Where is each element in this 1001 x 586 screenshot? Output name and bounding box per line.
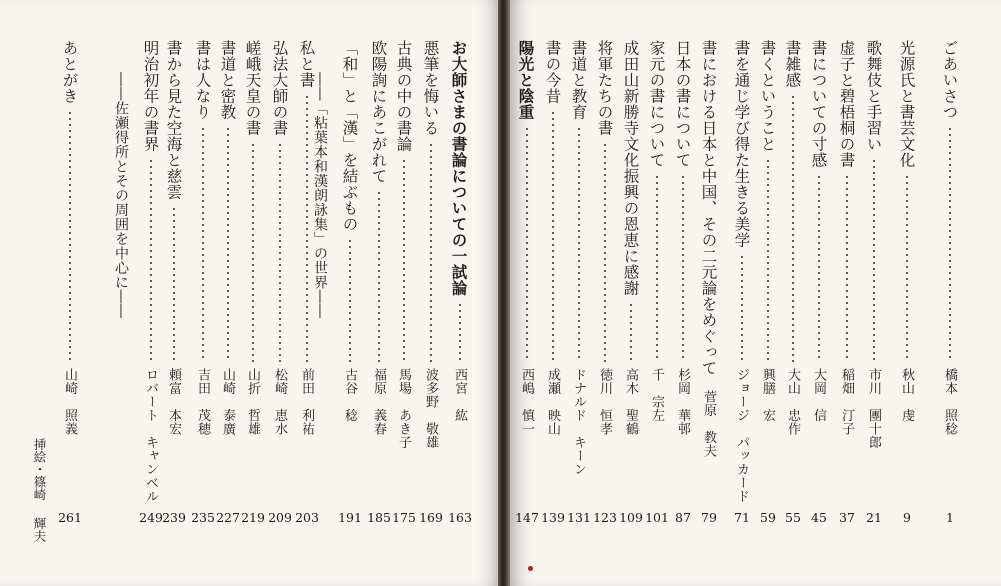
leader-dots xyxy=(306,94,308,362)
toc-entry xyxy=(270,0,290,586)
entry-title: 書道と教育 xyxy=(569,40,588,120)
toc-entry xyxy=(647,0,667,586)
entry-author: 吉田 茂穂 xyxy=(195,368,210,436)
toc-entry xyxy=(340,0,360,586)
leader-dots xyxy=(227,126,229,362)
leader-dots xyxy=(403,158,405,362)
entry-title: 書雑感 xyxy=(783,40,802,88)
entry-page-number: 131 xyxy=(567,510,591,525)
entry-page-number: 261 xyxy=(58,510,82,525)
leader-dots xyxy=(656,174,658,362)
illustration-credit xyxy=(30,438,48,501)
entry-page-number: 109 xyxy=(619,510,643,525)
toc-entry xyxy=(732,0,752,586)
entry-title: 日本の書について xyxy=(673,40,692,168)
entry-subtitle: ――「粘葉本和漢朗詠集」の世界―― xyxy=(312,72,328,319)
credit-label: 挿絵・篠崎 xyxy=(32,438,47,501)
entry-author: 市川 團十郎 xyxy=(866,368,881,449)
entry-author: 橋本 照稔 xyxy=(942,368,957,436)
leader-dots xyxy=(69,110,71,362)
leader-dots xyxy=(430,142,432,362)
leader-dots xyxy=(949,126,951,362)
entry-title: 家元の書について xyxy=(647,40,666,168)
leader-dots xyxy=(792,94,794,362)
entry-author: ドナルド キーン xyxy=(571,368,586,476)
toc-entry xyxy=(297,0,317,586)
toc-entry xyxy=(141,0,161,586)
entry-title: 弘法大師の書 xyxy=(270,40,289,136)
toc-entry xyxy=(897,0,917,586)
entry-author: 前田 利祐 xyxy=(299,368,314,436)
entry-title: 歌舞伎と手習い xyxy=(864,40,883,152)
entry-author: 福原 義春 xyxy=(371,368,386,436)
toc-entry xyxy=(595,0,615,586)
entry-page-number: 209 xyxy=(268,510,292,525)
toc-entry xyxy=(809,0,829,586)
entry-title: 欧陽詢にあこがれて xyxy=(369,40,388,184)
toc-entry xyxy=(60,0,80,586)
toc-entry xyxy=(783,0,803,586)
entry-author: 高木 聖鶴 xyxy=(623,368,638,436)
entry-author: 西宮 紘 xyxy=(452,368,467,422)
entry-page-number: 55 xyxy=(785,510,801,525)
entry-page-number: 219 xyxy=(241,510,265,525)
entry-author: 馬場 あき子 xyxy=(396,368,411,449)
toc-entry xyxy=(369,0,389,586)
entry-author: 古谷 稔 xyxy=(342,368,357,422)
entry-title: 書についての寸感 xyxy=(809,40,828,168)
entry-page-number: 37 xyxy=(839,510,855,525)
entry-page-number: 239 xyxy=(162,510,186,525)
leader-dots xyxy=(708,382,710,384)
leader-dots xyxy=(173,206,175,362)
entry-page-number: 123 xyxy=(593,510,617,525)
entry-title: 明治初年の書界 xyxy=(141,40,160,152)
entry-page-number: 169 xyxy=(419,510,443,525)
toc-entry xyxy=(699,0,719,586)
entry-page-number: 1 xyxy=(946,510,954,525)
entry-author: 大山 忠作 xyxy=(785,368,800,436)
toc-entry xyxy=(569,0,589,586)
leader-dots xyxy=(873,158,875,362)
entry-title: 虚子と碧梧桐の書 xyxy=(837,40,856,168)
entry-title: 「和」と「漢」を結ぶもの xyxy=(340,40,359,232)
entry-title: 悪筆を悔いる xyxy=(421,40,440,136)
leader-dots xyxy=(578,126,580,362)
entry-page-number: 59 xyxy=(760,510,776,525)
entry-page-number: 249 xyxy=(139,510,163,525)
leader-dots xyxy=(526,126,528,362)
toc-entry xyxy=(164,0,184,586)
leader-dots xyxy=(682,174,684,362)
toc-entry xyxy=(837,0,857,586)
toc-entry xyxy=(450,0,470,586)
toc-entry xyxy=(621,0,641,586)
entry-title: 書道と密教 xyxy=(218,40,237,120)
entry-author: 秋山 虔 xyxy=(899,368,914,422)
toc-entry xyxy=(517,0,537,586)
entry-author: 山折 哲雄 xyxy=(245,368,260,436)
entry-page-number: 227 xyxy=(216,510,240,525)
entry-title: 書の今昔 xyxy=(543,40,562,104)
leader-dots xyxy=(552,110,554,362)
toc-entry xyxy=(243,0,263,586)
entry-title: 光源氏と書芸文化 xyxy=(897,40,916,168)
leader-dots xyxy=(202,126,204,362)
entry-page-number: 147 xyxy=(515,510,539,525)
entry-author: 興膳 宏 xyxy=(760,368,775,422)
toc-entry xyxy=(421,0,441,586)
credit-name: 輝夫 xyxy=(32,517,47,542)
leader-dots xyxy=(630,302,632,362)
leader-dots xyxy=(767,158,769,362)
entry-author: 徳川 恒孝 xyxy=(597,368,612,436)
entry-page-number: 71 xyxy=(734,510,750,525)
leader-dots xyxy=(378,190,380,362)
entry-title: 成田山新勝寺文化振興の恩恵に感謝 xyxy=(621,40,640,296)
entry-page-number: 191 xyxy=(338,510,362,525)
entry-title: 陽光と陰重 xyxy=(516,40,536,120)
entry-page-number: 203 xyxy=(295,510,319,525)
entry-author: 山崎 泰廣 xyxy=(220,368,235,436)
leader-dots xyxy=(846,174,848,362)
entry-page-number: 21 xyxy=(866,510,882,525)
entry-page-number: 175 xyxy=(392,510,416,525)
entry-title: 書を通じ学び得た生きる美学 xyxy=(732,40,751,248)
entry-author: ロバート キャンベル xyxy=(143,368,158,503)
leader-dots xyxy=(818,174,820,362)
entry-author: 杉岡 華邨 xyxy=(675,368,690,436)
entry-author: 頼富 本宏 xyxy=(166,368,181,436)
entry-author: 成瀬 映山 xyxy=(545,368,560,436)
leader-dots xyxy=(279,142,281,362)
entry-title: 将軍たちの書 xyxy=(595,40,614,136)
entry-title: ごあいさつ xyxy=(940,40,959,120)
entry-page-number: 79 xyxy=(701,510,717,525)
toc-entry xyxy=(193,0,213,586)
entry-page-number: 185 xyxy=(367,510,391,525)
toc-entry xyxy=(394,0,414,586)
entry-page-number: 45 xyxy=(811,510,827,525)
toc-entry xyxy=(673,0,693,586)
book-gutter xyxy=(498,0,510,586)
entry-author: ジョージ パッカード xyxy=(734,368,749,503)
entry-title: 嵯峨天皇の書 xyxy=(243,40,262,136)
entry-page-number: 9 xyxy=(903,510,911,525)
leader-dots xyxy=(252,142,254,362)
entry-title: 書は人なり xyxy=(193,40,212,120)
entry-page-number: 163 xyxy=(448,510,472,525)
entry-title: 書くということ xyxy=(758,40,777,152)
entry-page-number: 139 xyxy=(541,510,565,525)
entry-title: 古典の中の書論 xyxy=(394,40,413,152)
entry-title: 私と書 xyxy=(297,40,316,88)
leader-dots xyxy=(150,158,152,362)
entry-author: 波多野 敬雄 xyxy=(423,368,438,449)
entry-title: 書から見た空海と慈雲 xyxy=(164,40,183,200)
toc-entry xyxy=(940,0,960,586)
entry-title: 書における日本と中国、その二元論をめぐって xyxy=(699,40,718,376)
toc-entry xyxy=(758,0,778,586)
entry-author: 菅原 教夫 xyxy=(701,390,716,458)
toc-entry xyxy=(218,0,238,586)
leader-dots xyxy=(741,254,743,362)
entry-author: 松崎 恵水 xyxy=(272,368,287,436)
leader-dots xyxy=(349,238,351,362)
toc-entry xyxy=(864,0,884,586)
entry-author: 西嶋 慎一 xyxy=(519,368,534,436)
illustration-credit-name xyxy=(30,517,48,542)
entry-page-number: 235 xyxy=(191,510,215,525)
leader-dots xyxy=(459,302,461,362)
entry-title: お大師さまの書論についての一試論 xyxy=(449,40,469,296)
entry-author: 山崎 照義 xyxy=(62,368,77,436)
toc-entry xyxy=(543,0,563,586)
leader-dots xyxy=(604,142,606,362)
entry-author: 稲畑 汀子 xyxy=(839,368,854,436)
leader-dots xyxy=(906,174,908,362)
entry-title: あとがき xyxy=(60,40,79,104)
entry-page-number: 87 xyxy=(675,510,691,525)
entry-author: 大岡 信 xyxy=(811,368,826,422)
entry-subtitle: ――佐瀬得所とその周囲を中心に―― xyxy=(113,72,129,319)
entry-author: 千 宗左 xyxy=(649,368,664,422)
entry-page-number: 101 xyxy=(645,510,669,525)
